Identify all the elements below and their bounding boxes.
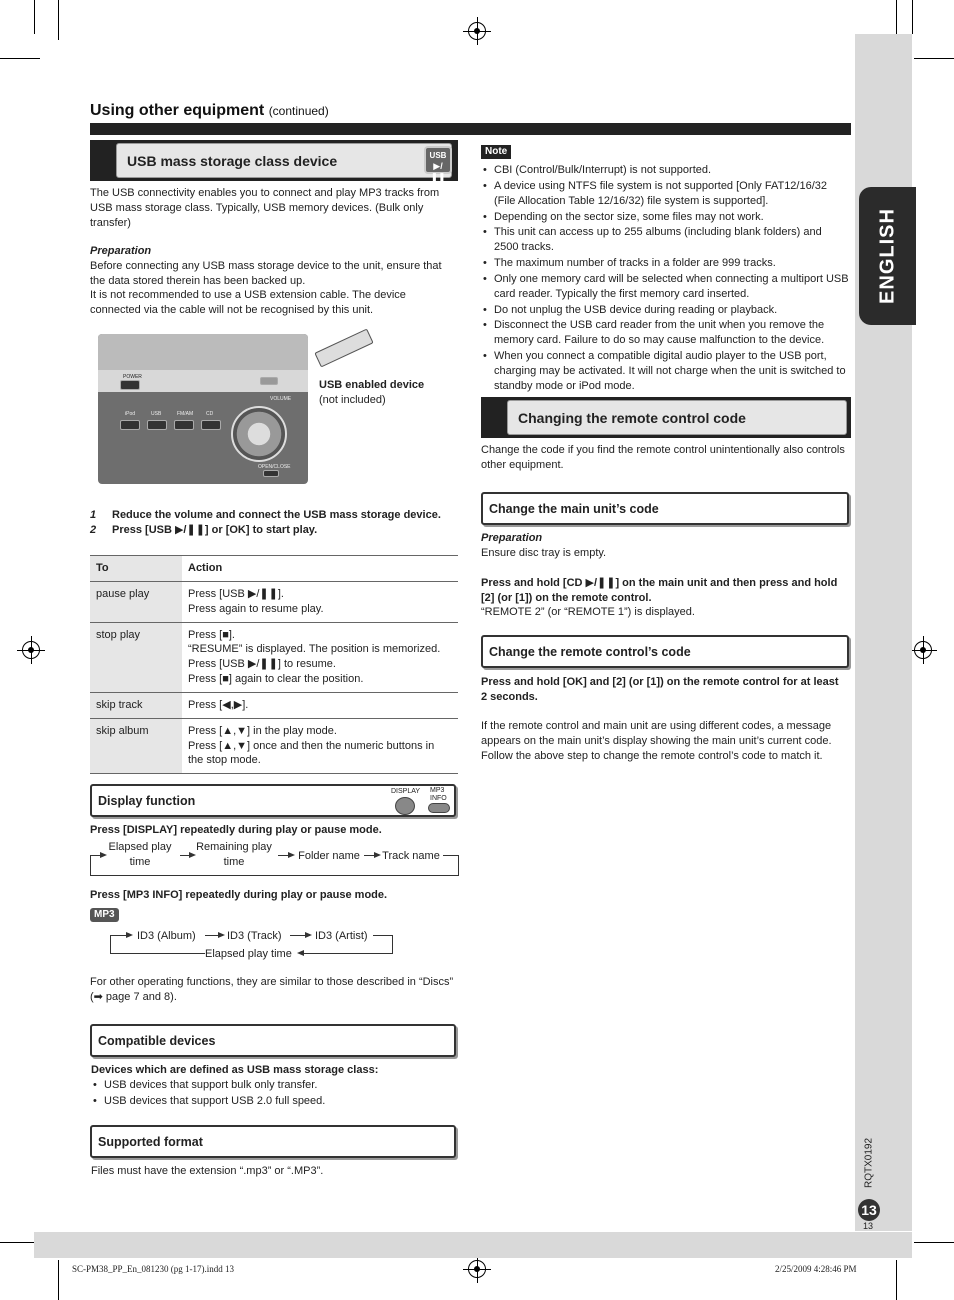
flow-remaining: Remaining play time	[196, 841, 272, 868]
remote-paragraph: If the remote control and main unit are using different codes, a message appears on the main unit’s display showing the main unit’s current code. Follow the above step to change the remote control’s code to match it.	[481, 720, 832, 762]
display-button-icon	[395, 797, 415, 815]
flow-id3-album: ID3 (Album)	[137, 930, 196, 942]
remote-instruction: Press and hold [OK] and [2] (or [1]) on the remote control for at least 2 seconds.	[481, 676, 839, 703]
main-unit-illustration: POWER iPod USB FM/AM CD VOLUME OPEN/CLOSE	[98, 334, 308, 484]
arrow-icon	[374, 852, 381, 858]
flow-loop-line	[90, 875, 459, 876]
supported-format-title: Supported format	[90, 1125, 456, 1158]
usb-play-pause-icon: USB ▶/❚❚	[424, 146, 452, 174]
main-instruction: Press and hold [CD ▶/❚❚] on the main unit and then press and hold [2] (or [1]) on the remote control.	[481, 577, 838, 604]
crop-mark	[914, 1242, 954, 1243]
note-label: Note	[481, 145, 511, 159]
mp3-info-button-label: MP3 INFO	[430, 787, 447, 802]
flow-loop-line	[443, 855, 458, 856]
display-button-label: DISPLAY	[391, 788, 421, 795]
flow-folder: Folder name	[298, 850, 360, 862]
footer-file: SC-PM38_PP_En_081230 (pg 1-17).indd 13	[72, 1264, 235, 1274]
usb-section-title: USB mass storage class device	[116, 143, 452, 178]
table-row: skip track Press [◀,▶].	[90, 692, 458, 718]
arrow-icon	[126, 932, 133, 938]
registration-mark-icon	[22, 641, 40, 659]
flow-loop-line	[392, 935, 393, 953]
main-prep-label: Preparation	[481, 532, 543, 544]
page-title: Using other equipment (continued)	[90, 102, 329, 119]
flow-id3-artist: ID3 (Artist)	[315, 930, 368, 942]
crop-mark	[914, 58, 954, 59]
mp3-tag: MP3	[90, 908, 119, 922]
other-functions-text: For other operating functions, they are similar to those described in “Discs” (➡ page 7 and 8).	[90, 976, 454, 1003]
crop-mark	[896, 1260, 897, 1300]
step-1: 1 Reduce the volume and connect the USB mass storage device.	[90, 509, 441, 521]
list-item: • Disconnect the USB card reader from the unit when you remove the memory card. Failure to do so may cause malfunction to the device.	[481, 318, 849, 348]
list-item: • CBI (Control/Bulk/Interrupt) is not supported.	[481, 163, 849, 178]
flow-elapsed-2: Elapsed play time	[205, 948, 292, 960]
usb-plug-icon	[314, 328, 373, 367]
arrow-icon	[218, 932, 225, 938]
main-unit-code-title: Change the main unit’s code	[481, 492, 849, 525]
registration-mark-icon	[468, 1260, 486, 1278]
mp3-info-instruction: Press [MP3 INFO] repeatedly during play or pause mode.	[90, 889, 388, 901]
page-number-small: 13	[863, 1221, 874, 1231]
prep-paragraph-2: It is not recommended to use a USB extension cable. The device connected via the cable will not be recognised by this unit.	[90, 289, 406, 316]
flow-loop-line	[303, 953, 393, 954]
crop-mark	[912, 0, 913, 34]
flow-loop-line	[90, 855, 91, 875]
compatible-devices-title: Compatible devices	[90, 1024, 456, 1057]
main-result: “REMOTE 2” (or “REMOTE 1”) is displayed.	[481, 606, 695, 618]
flow-id3-track: ID3 (Track)	[227, 930, 282, 942]
list-item: • This unit can access up to 255 albums (including blank folders) and 2500 tracks.	[481, 225, 849, 255]
display-instruction: Press [DISPLAY] repeatedly during play or pause mode.	[90, 824, 382, 836]
list-item: • USB devices that support bulk only transfer.	[91, 1078, 457, 1093]
table-row: stop play Press [■]. “RESUME” is displayed. The position is memorized. Press [USB ▶/❚❚] to resume. Press [■] again to clear the position.	[90, 622, 458, 692]
remote-section-title: Changing the remote control code	[507, 400, 847, 435]
language-tab	[859, 187, 916, 325]
doc-code: RQTX0192	[863, 1137, 875, 1188]
list-item: • Depending on the sector size, some files may not work.	[481, 210, 849, 225]
mp3-info-button-icon	[428, 803, 450, 813]
flow-loop-line	[110, 935, 111, 953]
list-item: • USB devices that support USB 2.0 full speed.	[91, 1094, 457, 1109]
main-prep-text: Ensure disc tray is empty.	[481, 547, 607, 559]
flow-elapsed: Elapsed play time	[108, 841, 172, 868]
crop-mark	[0, 58, 40, 59]
table-row: skip album Press [▲,▼] in the play mode. Press [▲,▼] once and then the numeric buttons in the stop mode.	[90, 718, 458, 774]
registration-mark-icon	[914, 641, 932, 659]
list-item: • A device using NTFS file system is not supported [Only FAT12/16/32 (File Allocation Table 12/16/32) file system is supported].	[481, 179, 849, 209]
flow-loop-line	[373, 935, 393, 936]
arrow-icon	[189, 852, 196, 858]
flow-loop-line	[110, 953, 205, 954]
table-header-row: To Action	[90, 556, 458, 582]
arrow-icon	[100, 852, 107, 858]
table-row: pause play Press [USB ▶/❚❚]. Press again to resume play.	[90, 581, 458, 622]
header-rule	[90, 123, 851, 135]
language-label: ENGLISH	[876, 208, 898, 304]
list-item: • When you connect a compatible digital audio player to the USB port, charging may be activated. It will not charge when the unit is switched to standby mode or iPod mode.	[481, 349, 849, 394]
usb-intro: The USB connectivity enables you to connect and play MP3 tracks from USB mass storage class. Typically, USB memory devices. (Bulk only transfer)	[90, 187, 440, 229]
note-list	[481, 163, 849, 395]
prep-label: Preparation	[90, 245, 152, 257]
page-number-badge: 13	[858, 1199, 880, 1221]
compatible-list	[91, 1078, 457, 1110]
flow-loop-line	[458, 855, 459, 875]
bottom-band	[34, 1232, 912, 1258]
step-2: 2 Press [USB ▶/❚❚] or [OK] to start play.	[90, 524, 318, 536]
usb-operations-table	[90, 555, 458, 774]
usb-device-label: USB enabled device	[319, 379, 425, 391]
arrow-icon	[305, 932, 312, 938]
crop-mark	[34, 0, 35, 34]
flow-track: Track name	[382, 850, 440, 862]
arrow-icon	[288, 852, 295, 858]
registration-mark-icon	[468, 22, 486, 40]
remote-intro: Change the code if you find the remote control unintentionally also controls other equipment.	[481, 444, 845, 471]
footer-timestamp: 2/25/2009 4:28:46 PM	[775, 1264, 857, 1274]
prep-paragraph-1: Before connecting any USB mass storage device to the unit, ensure that the data stored therein has been backed up.	[90, 260, 442, 287]
list-item: • The maximum number of tracks in a folder are 999 tracks.	[481, 256, 849, 271]
supported-format-text: Files must have the extension “.mp3” or “.MP3”.	[91, 1165, 324, 1177]
crop-mark	[58, 0, 59, 40]
remote-code-title: Change the remote control’s code	[481, 635, 849, 668]
arrow-icon	[297, 950, 304, 956]
list-item: • Do not unplug the USB device during reading or playback.	[481, 303, 849, 318]
compatible-lead: Devices which are defined as USB mass storage class:	[91, 1064, 379, 1076]
crop-mark	[58, 1260, 59, 1300]
list-item: • Only one memory card will be selected when connecting a multiport USB card reader. Typically the first memory card inserted.	[481, 272, 849, 302]
display-function-title: Display function	[90, 784, 456, 817]
usb-device-sub: (not included)	[319, 394, 386, 406]
